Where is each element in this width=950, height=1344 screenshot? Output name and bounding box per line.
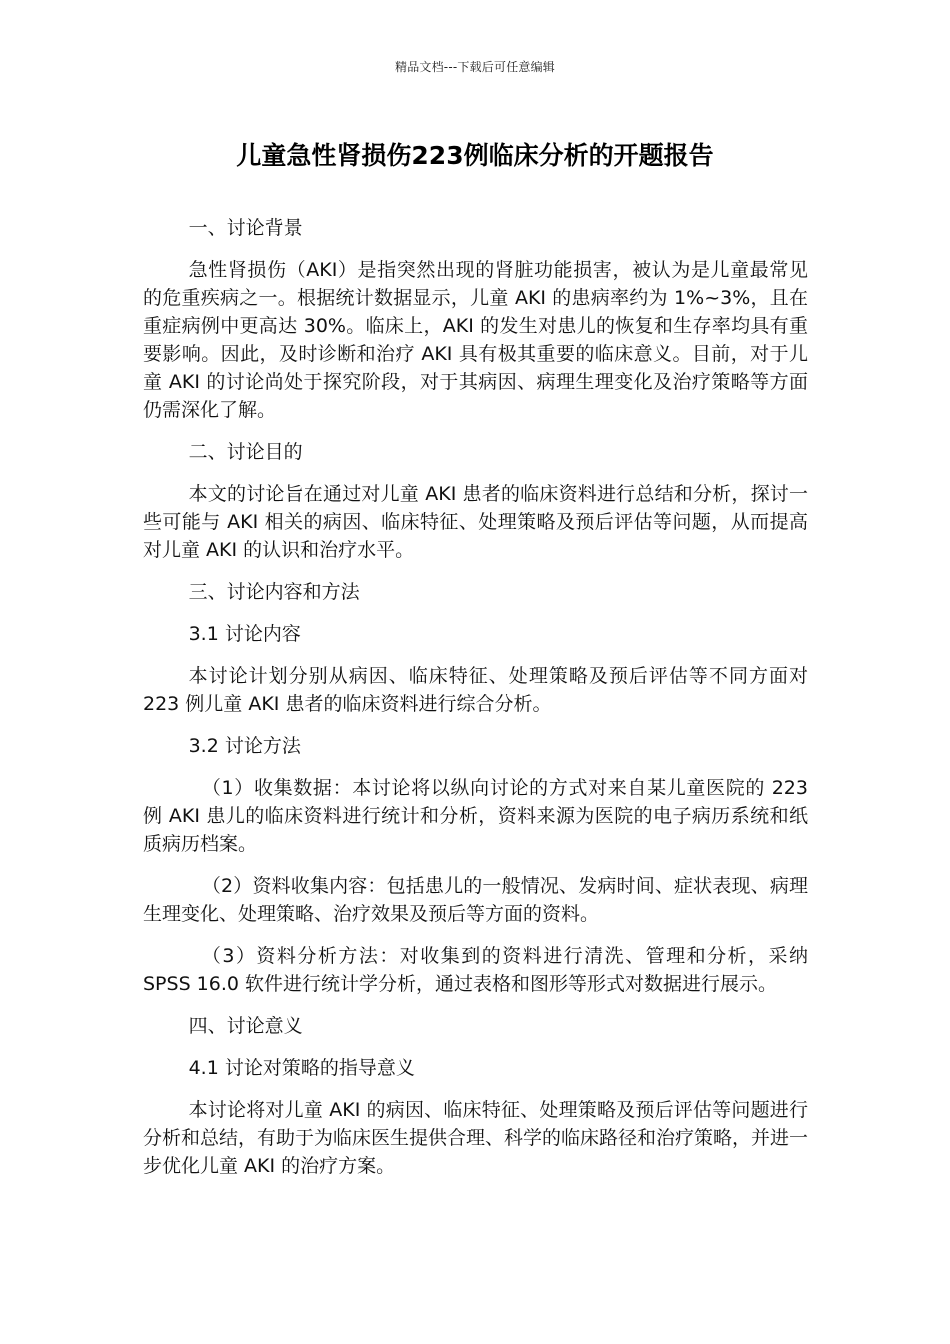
- header-note: 精品文档---下载后可任意编辑: [395, 60, 555, 74]
- method-item-1: （1）收集数据：本讨论将以纵向讨论的方式对来自某儿童医院的 223 例 AKI 患儿的临床资料进行统计和分析，资料来源为医院的电子病历系统和纸质病历档案。: [143, 777, 808, 855]
- subsection-heading-content: 3.1 讨论内容: [188, 623, 301, 645]
- section-heading-purpose: 二、讨论目的: [188, 441, 303, 463]
- paragraph-content: 本讨论计划分别从病因、临床特征、处理策略及预后评估等不同方面对 223 例儿童 AKI 患者的临床资料进行综合分析。: [143, 665, 808, 715]
- document-body: [143, 214, 808, 1194]
- section-heading-significance: 四、讨论意义: [188, 1015, 303, 1037]
- paragraph-guidance: 本讨论将对儿童 AKI 的病因、临床特征、处理策略及预后评估等问题进行分析和总结，有助于为临床医生提供合理、科学的临床路径和治疗策略，并进一步优化儿童 AKI 的治疗方案。: [143, 1099, 809, 1177]
- method-item-2: （2）资料收集内容：包括患儿的一般情况、发病时间、症状表现、病理生理变化、处理策略、治疗效果及预后等方面的资料。: [143, 875, 808, 925]
- section-heading-background: 一、讨论背景: [188, 217, 303, 239]
- section-heading-content-methods: 三、讨论内容和方法: [188, 581, 360, 603]
- paragraph-background: 急性肾损伤（AKI）是指突然出现的肾脏功能损害，被认为是儿童最常见的危重疾病之一。根据统计数据显示，儿童 AKI 的患病率约为 1%~3%，且在重症病例中更高达 30%。临床上，AKI 的发生对患儿的恢复和生存率均具有重要影响。因此，及时诊断和治疗 AKI 具有极其重要的临床意义。目前，对于儿童 AKI 的讨论尚处于探究阶段，对于其病因、病理生理变化及治疗策略等方面仍需深化了解。: [143, 259, 808, 421]
- subsection-heading-guidance: 4.1 讨论对策略的指导意义: [188, 1057, 415, 1079]
- document-title: 儿童急性肾损伤223例临床分析的开题报告: [236, 141, 714, 170]
- paragraph-purpose: 本文的讨论旨在通过对儿童 AKI 患者的临床资料进行总结和分析，探讨一些可能与 AKI 相关的病因、临床特征、处理策略及预后评估等问题，从而提高对儿童 AKI 的认识和治疗水平。: [143, 483, 808, 561]
- method-item-3: （3）资料分析方法：对收集到的资料进行清洗、管理和分析，采纳 SPSS 16.0 软件进行统计学分析，通过表格和图形等形式对数据进行展示。: [143, 945, 808, 995]
- subsection-heading-methods: 3.2 讨论方法: [188, 735, 301, 757]
